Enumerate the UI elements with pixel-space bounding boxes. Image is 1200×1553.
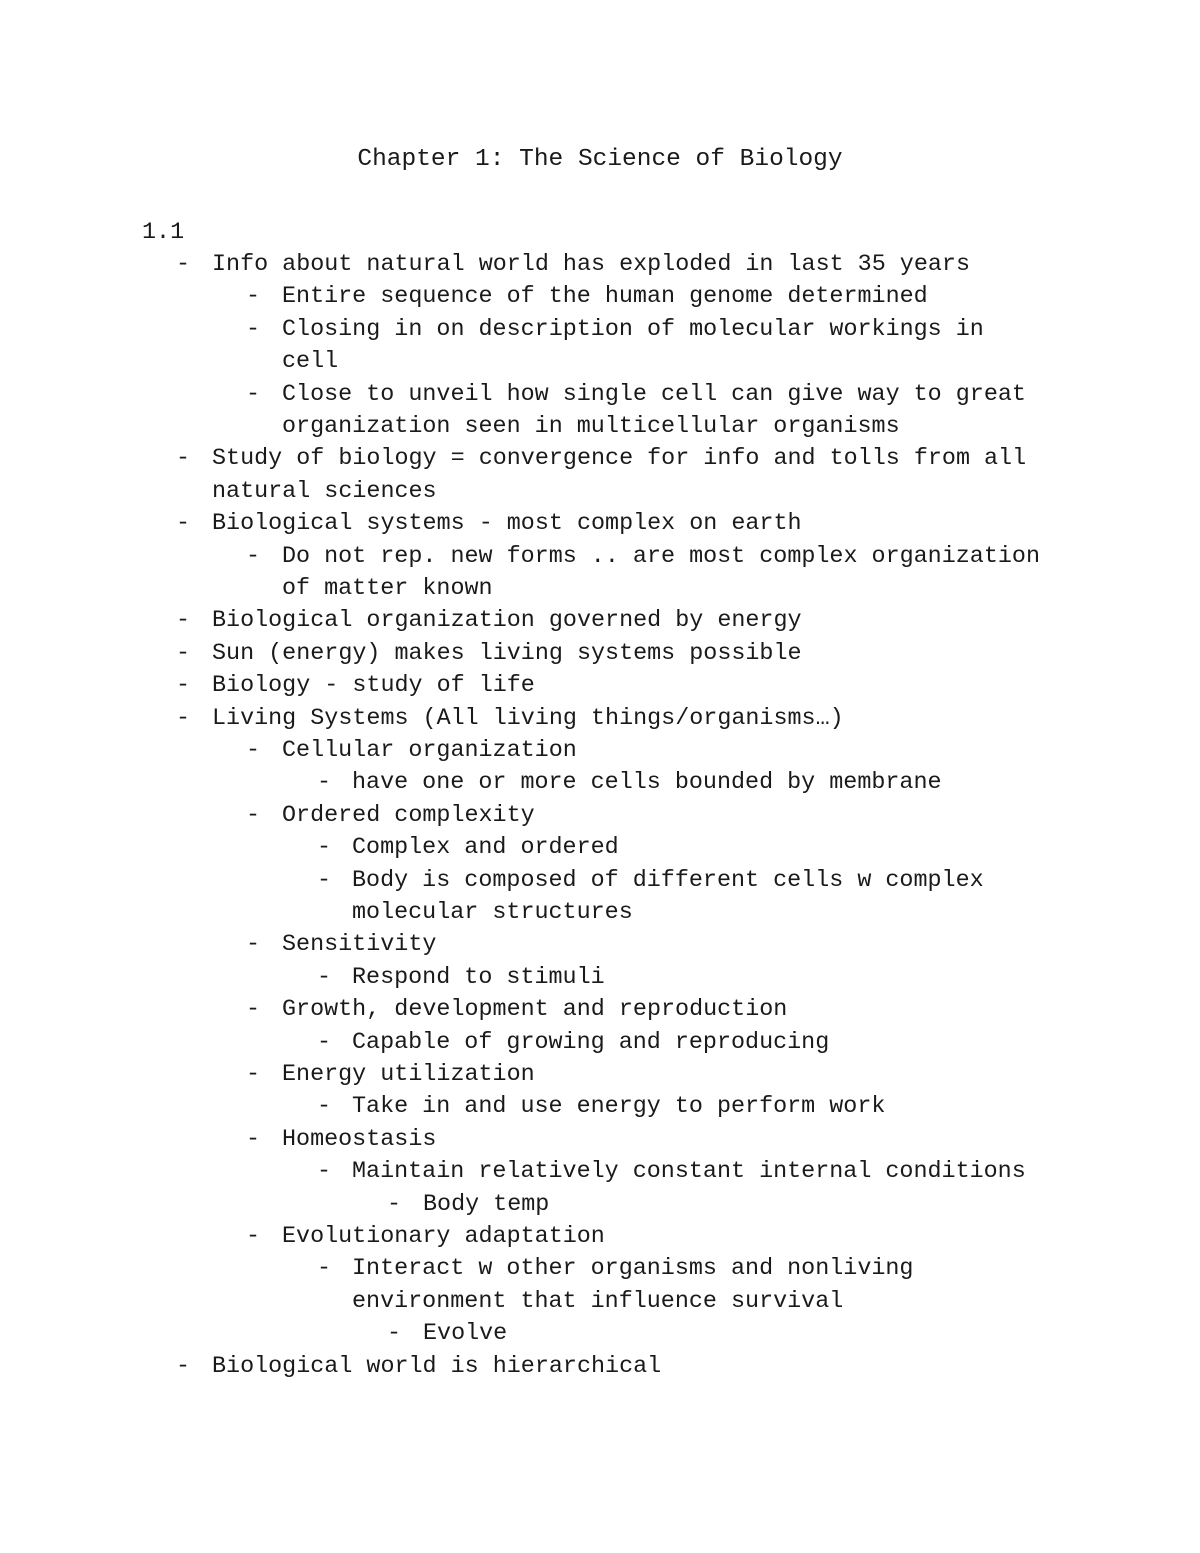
bullet-dash: -: [246, 997, 261, 1024]
outline-item-text: Interact w other organisms and nonliving: [352, 1256, 914, 1283]
bullet-dash: -: [176, 1353, 191, 1380]
bullet-dash: -: [176, 705, 191, 732]
bullet-dash: -: [317, 964, 332, 991]
outline-item-text: Homeostasis: [282, 1126, 437, 1153]
outline-item-text: Sensitivity: [282, 932, 437, 959]
chapter-title: Chapter 1: The Science of Biology: [357, 146, 843, 173]
outline-item-text: molecular structures: [352, 900, 633, 926]
outline-item-text: Evolutionary adaptation: [282, 1224, 605, 1250]
outline-item-text: Biology - study of life: [212, 673, 535, 700]
bullet-dash: -: [246, 932, 261, 959]
bullet-dash: -: [317, 867, 332, 894]
bullet-dash: -: [246, 543, 261, 570]
outline-item-text: of matter known: [282, 576, 493, 602]
bullet-dash: -: [246, 316, 261, 343]
outline-item-text: organization seen in multicellular organisms: [282, 414, 900, 440]
outline-item-text: Body is composed of different cells w complex: [352, 867, 984, 894]
outline-item-text: Evolve: [423, 1321, 508, 1348]
outline-item-text: Body temp: [423, 1191, 550, 1218]
outline-item-text: natural sciences: [212, 478, 437, 505]
bullet-dash: -: [246, 802, 261, 829]
outline-item-text: Info about natural world has exploded in last 35 years: [212, 252, 970, 278]
outline-item-text: Ordered complexity: [282, 802, 535, 829]
bullet-dash: -: [246, 1062, 261, 1088]
outline-item-text: Growth, development and reproduction: [282, 997, 788, 1024]
outline-item-text: Respond to stimuli: [352, 964, 605, 991]
outline-item-text: Do not rep. new forms .. are most complex organization: [282, 543, 1040, 570]
outline-item-text: Complex and ordered: [352, 835, 619, 862]
bullet-dash: -: [176, 511, 191, 538]
section-number: 1.1: [142, 220, 185, 246]
outline-item-text: have one or more cells bounded by membrane: [352, 770, 942, 797]
outline-item-text: Living Systems (All living things/organisms…): [212, 705, 844, 732]
bullet-dash: -: [176, 446, 191, 473]
bullet-dash: -: [317, 835, 332, 862]
bullet-dash: -: [176, 673, 191, 700]
bullet-dash: -: [246, 1224, 261, 1250]
bullet-dash: -: [317, 1159, 332, 1186]
bullet-dash: -: [317, 1029, 332, 1056]
bullet-dash: -: [246, 1126, 261, 1153]
outline-item-text: Energy utilization: [282, 1062, 535, 1088]
bullet-dash: -: [176, 640, 191, 667]
outline-item-text: Closing in on description of molecular workings in: [282, 316, 984, 343]
outline-item-text: Study of biology = convergence for info and tolls from all: [212, 446, 1027, 473]
outline-item-text: Sun (energy) makes living systems possible: [212, 640, 802, 667]
outline-item-text: Biological systems - most complex on earth: [212, 511, 802, 538]
bullet-dash: -: [176, 252, 191, 278]
outline-item-text: Capable of growing and reproducing: [352, 1029, 830, 1056]
bullet-dash: -: [387, 1191, 402, 1218]
outline-item-text: Cellular organization: [282, 738, 577, 764]
outline-item-text: Take in and use energy to perform work: [352, 1094, 886, 1121]
bullet-dash: -: [246, 381, 261, 408]
outline-item-text: Close to unveil how single cell can give way to great: [282, 381, 1026, 408]
outline-item-text: cell: [282, 349, 339, 376]
bullet-dash: -: [246, 284, 261, 311]
bullet-dash: -: [317, 1094, 332, 1121]
bullet-dash: -: [387, 1321, 402, 1348]
outline-item-text: Biological organization governed by energy: [212, 608, 802, 635]
outline-item-text: Maintain relatively constant internal conditions: [352, 1159, 1026, 1186]
bullet-dash: -: [246, 738, 261, 764]
bullet-dash: -: [176, 608, 191, 635]
outline-item-text: Biological world is hierarchical: [212, 1353, 662, 1380]
outline-item-text: Entire sequence of the human genome determined: [282, 284, 928, 311]
bullet-dash: -: [317, 1256, 332, 1283]
bullet-dash: -: [317, 770, 332, 797]
outline-item-text: environment that influence survival: [352, 1288, 844, 1315]
